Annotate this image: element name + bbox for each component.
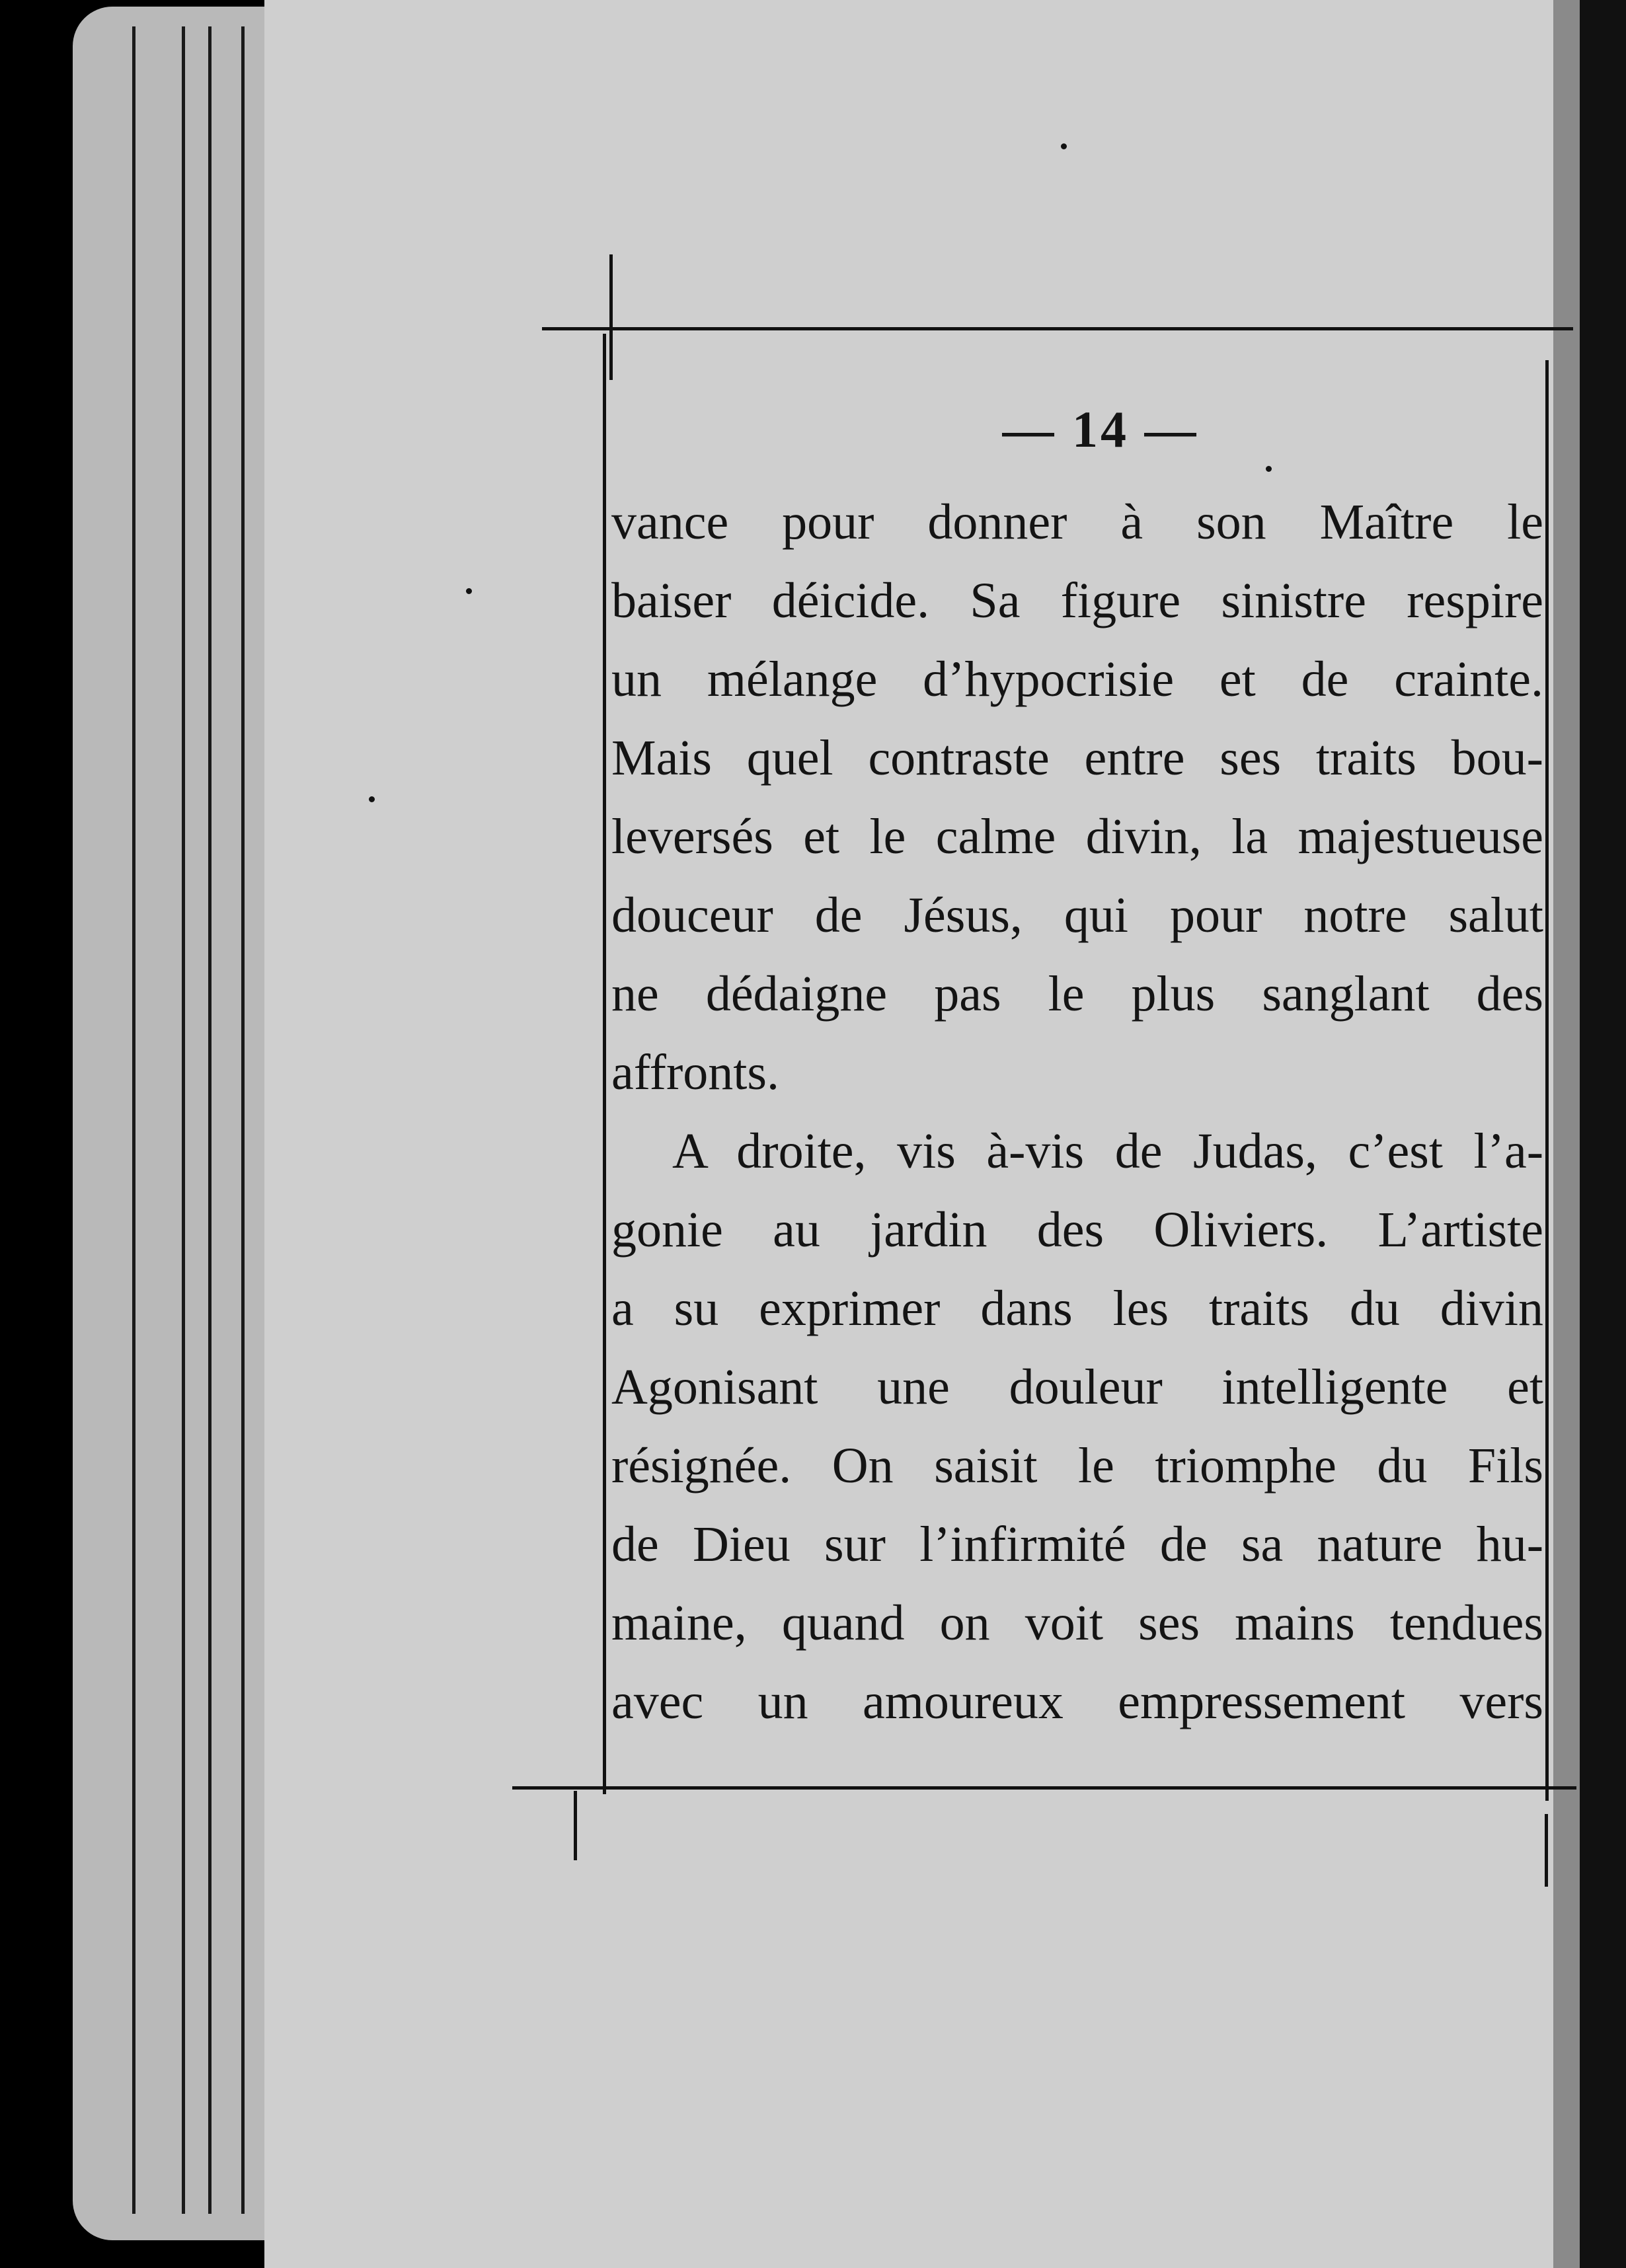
paragraph-2 <box>611 1112 1543 1741</box>
text-line: avec un amoureux empressement vers <box>611 1674 1543 1729</box>
text-line: Mais quel contraste entre ses traits bou- <box>611 730 1543 786</box>
bottom-left-tick <box>574 1791 577 1860</box>
page-text <box>611 390 1543 1741</box>
ink-speck <box>369 796 375 802</box>
paragraph-1 <box>611 483 1543 1112</box>
text-line: maine, quand on voit ses mains tendues <box>611 1595 1543 1651</box>
text-line: a su exprimer dans les traits du divin <box>611 1281 1543 1336</box>
bottom-rule <box>512 1786 1576 1790</box>
text-line: baiser déicide. Sa figure sinistre respire <box>611 573 1543 628</box>
text-line: leversés et le calme divin, la majestueuse <box>611 809 1543 864</box>
right-rule <box>1545 360 1549 1801</box>
top-left-tick <box>609 254 613 380</box>
text-line: vance pour donner à son Maître le <box>611 494 1543 550</box>
left-rule <box>603 334 606 1794</box>
ink-speck <box>1061 143 1067 149</box>
text-line: un mélange d’hypocrisie et de crainte. <box>611 652 1543 707</box>
binding-shadow <box>1553 0 1580 2268</box>
text-line: affronts. <box>611 1045 779 1100</box>
text-line: douceur de Jésus, qui pour notre salut <box>611 888 1543 943</box>
text-line: de Dieu sur l’infirmité de sa nature hu- <box>611 1517 1543 1572</box>
text-line: résignée. On saisit le triomphe du Fils <box>611 1438 1543 1493</box>
ink-speck <box>466 588 472 594</box>
bottom-right-tick <box>1545 1814 1548 1887</box>
text-line: gonie au jardin des Oliviers. L’artiste <box>611 1202 1543 1258</box>
text-line: Agonisant une douleur intelligente et <box>611 1359 1543 1415</box>
page-edge-line <box>241 26 245 2214</box>
binding-edge <box>1580 0 1626 2268</box>
text-line: ne dédaigne pas le plus sanglant des <box>611 966 1543 1022</box>
page-edge-line <box>182 26 185 2214</box>
page-edge-line <box>208 26 212 2214</box>
text-line: A droite, vis à-vis de Judas, c’est l’a- <box>672 1123 1543 1179</box>
top-right-tick <box>1596 271 1600 344</box>
page-edge-line <box>132 26 136 2214</box>
top-rule <box>542 327 1573 330</box>
page-number: — 14 — <box>1002 400 1199 458</box>
